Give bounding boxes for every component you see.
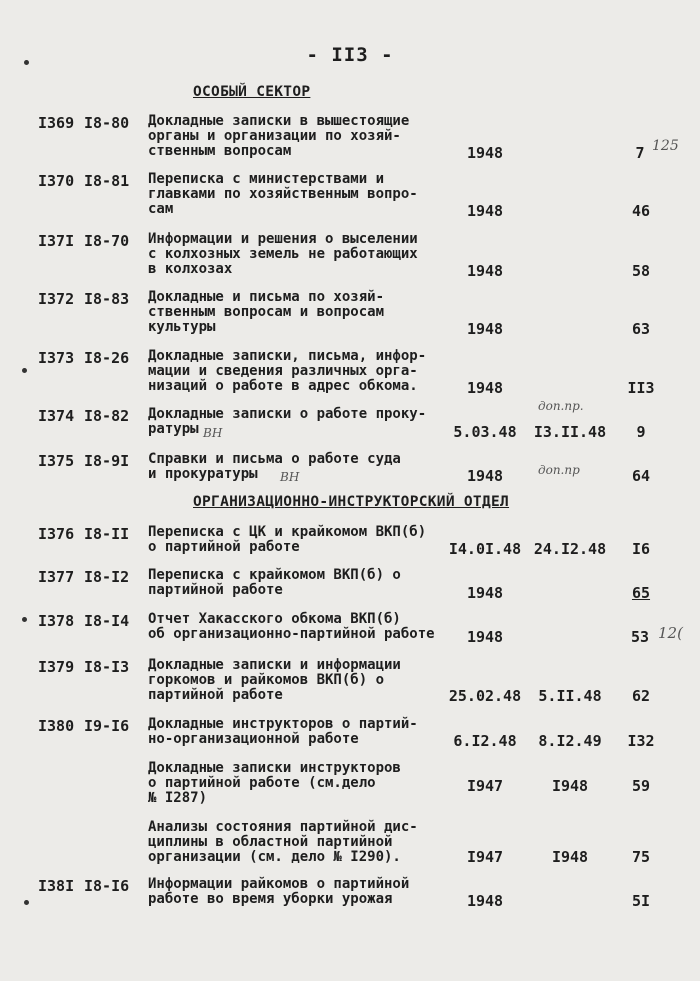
entry-title: Докладные и письма по хозяй- ственным вопросам и вопросам культуры xyxy=(148,289,385,335)
entry-number: I38I xyxy=(38,877,75,895)
entry-sheets: 53 xyxy=(630,628,650,646)
entry-code: I8-II xyxy=(84,525,130,543)
entry-start-date: 1948 xyxy=(466,262,504,280)
entry-code: I8-83 xyxy=(84,290,130,308)
handwritten-note: ВН xyxy=(280,470,300,484)
entry-start-date: 1948 xyxy=(466,892,504,910)
entry-title: Справки и письма о работе суда и прокуратуры xyxy=(148,451,401,482)
handwritten-note: доп.пр. xyxy=(538,399,584,413)
entry-end-date: I3.II.48 xyxy=(533,423,607,441)
entry-start-date: 5.03.48 xyxy=(453,423,517,441)
entry-number: I372 xyxy=(38,290,75,308)
entry-code: I8-9I xyxy=(84,452,130,470)
entry-sheets: 62 xyxy=(631,687,651,705)
entry-code: I8-26 xyxy=(84,349,130,367)
entry-end-date: 24.I2.48 xyxy=(533,540,607,558)
entry-start-date: 25.02.48 xyxy=(448,687,522,705)
entry-number: I380 xyxy=(38,717,75,735)
entry-sheets: 58 xyxy=(631,262,651,280)
entry-sheets: 63 xyxy=(631,320,651,338)
handwritten-note: 12( xyxy=(658,624,683,642)
entry-number: I373 xyxy=(38,349,75,367)
entry-sheets: 75 xyxy=(631,848,651,866)
entry-sheets: 59 xyxy=(631,777,651,795)
entry-number: I37I xyxy=(38,232,75,250)
entry-start-date: 1948 xyxy=(466,467,504,485)
binder-hole-mark xyxy=(24,60,29,65)
entry-number: I374 xyxy=(38,407,75,425)
entry-code: I8-81 xyxy=(84,172,130,190)
entry-number: I377 xyxy=(38,568,75,586)
handwritten-note: доп.пр xyxy=(538,463,580,477)
binder-hole-mark xyxy=(24,900,29,905)
entry-title: Переписка с ЦК и крайкомом ВКП(б) о партийной работе xyxy=(148,524,427,555)
handwritten-note: 125 xyxy=(652,138,679,154)
section-title-org: ОРГАНИЗАЦИОННО-ИНСТРУКТОРСКИЙ ОТДЕЛ xyxy=(193,494,510,510)
entry-start-date: 1948 xyxy=(466,320,504,338)
entry-sheets: I32 xyxy=(627,732,655,750)
entry-number: I370 xyxy=(38,172,75,190)
entry-title: Переписка с министерствами и главками по хозяйственным вопро- сам xyxy=(148,171,418,217)
entry-number: I375 xyxy=(38,452,75,470)
entry-title: Докладные записки инструкторов о партийной работе (см.дело № I287) xyxy=(148,760,401,806)
entry-title: Анализы состояния партийной дис- циплины в областной партийной организации (см. дело № I290). xyxy=(148,819,418,865)
entry-title: Переписка с крайкомом ВКП(б) о партийной работе xyxy=(148,567,401,598)
entry-title: Докладные инструкторов о партий- но-организационной работе xyxy=(148,716,418,747)
entry-sheets: 46 xyxy=(631,202,651,220)
entry-start-date: 1948 xyxy=(466,144,504,162)
entry-sheets: 65 xyxy=(631,584,651,602)
entry-start-date: I947 xyxy=(466,777,504,795)
page-number: - II3 - xyxy=(306,44,394,66)
entry-code: I8-70 xyxy=(84,232,130,250)
entry-title: Информации и решения о выселении с колхозных земель не работающих в колхозах xyxy=(148,231,418,277)
entry-title: Докладные записки о работе проку- ратуры xyxy=(148,406,427,437)
entry-code: I8-I3 xyxy=(84,658,130,676)
entry-code: I9-I6 xyxy=(84,717,130,735)
entry-code: I8-I2 xyxy=(84,568,130,586)
section-title-special: ОСОБЫЙ СЕКТОР xyxy=(193,84,311,100)
entry-sheets: 64 xyxy=(631,467,651,485)
entry-sheets: 7 xyxy=(635,144,645,162)
entry-title: Докладные записки, письма, инфор- мации и сведения различных орга- низаций о работе в адрес обкома. xyxy=(148,348,427,394)
entry-end-date: I948 xyxy=(551,777,589,795)
entry-sheets: I6 xyxy=(631,540,651,558)
entry-title: Докладные записки и информации горкомов и райкомов ВКП(б) о партийной работе xyxy=(148,657,401,703)
entry-sheets: 5I xyxy=(631,892,651,910)
binder-hole-mark xyxy=(22,617,27,622)
entry-code: I8-I6 xyxy=(84,877,130,895)
entry-code: I8-82 xyxy=(84,407,130,425)
entry-number: I379 xyxy=(38,658,75,676)
entry-title: Информации райкомов о партийной работе во время уборки урожая xyxy=(148,876,410,907)
entry-start-date: 1948 xyxy=(466,202,504,220)
entry-start-date: I4.0I.48 xyxy=(448,540,522,558)
entry-sheets: II3 xyxy=(627,379,655,397)
handwritten-note: ВН xyxy=(203,426,223,440)
binder-hole-mark xyxy=(22,368,27,373)
entry-end-date: I948 xyxy=(551,848,589,866)
entry-title: Отчет Хакасского обкома ВКП(б) об организационно-партийной работе xyxy=(148,611,435,642)
entry-start-date: I947 xyxy=(466,848,504,866)
entry-title: Докладные записки в вышестоящие органы и организации по хозяй- ственным вопросам xyxy=(148,113,410,159)
entry-number: I376 xyxy=(38,525,75,543)
entry-start-date: 1948 xyxy=(466,628,504,646)
entry-end-date: 5.II.48 xyxy=(538,687,602,705)
entry-start-date: 1948 xyxy=(466,379,504,397)
entry-number: I369 xyxy=(38,114,75,132)
entry-start-date: 1948 xyxy=(466,584,504,602)
entry-code: I8-I4 xyxy=(84,612,130,630)
entry-number: I378 xyxy=(38,612,75,630)
entry-sheets: 9 xyxy=(636,423,646,441)
entry-code: I8-80 xyxy=(84,114,130,132)
entry-end-date: 8.I2.49 xyxy=(538,732,602,750)
entry-start-date: 6.I2.48 xyxy=(453,732,517,750)
